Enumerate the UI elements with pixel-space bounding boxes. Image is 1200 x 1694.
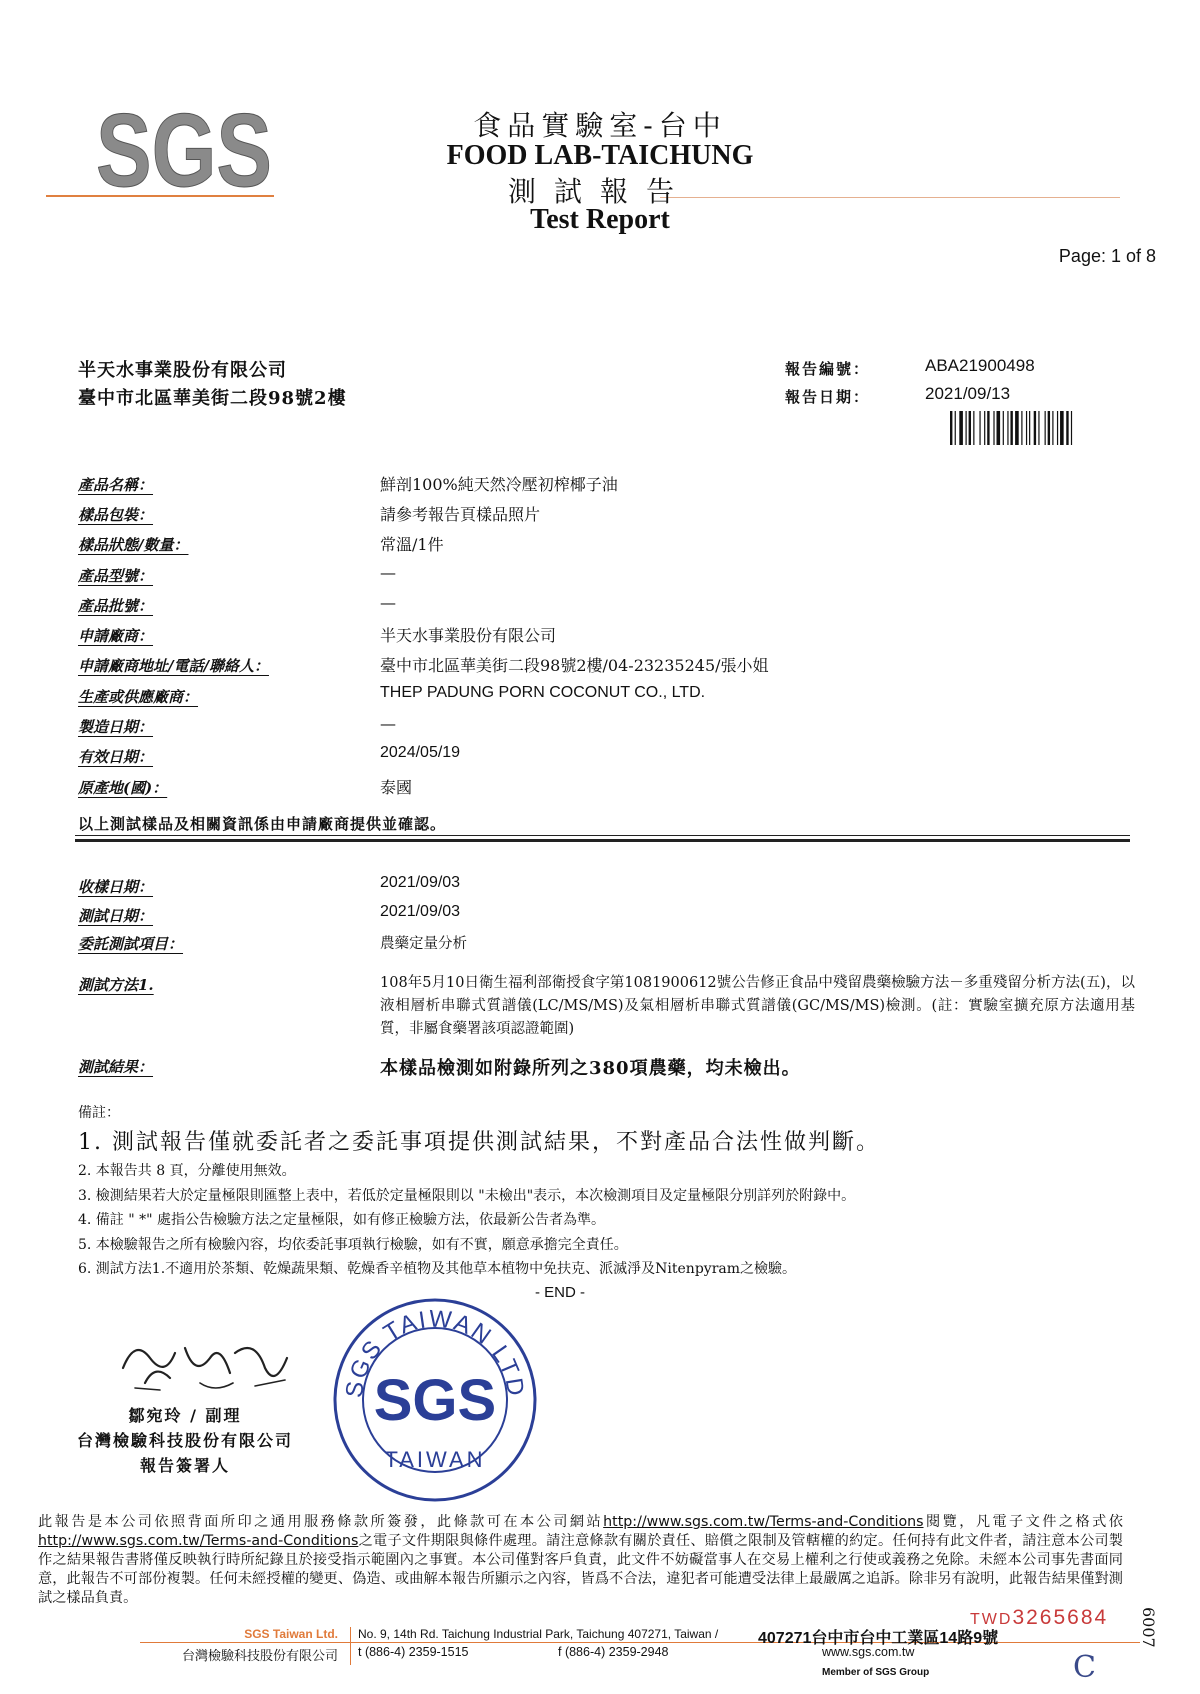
report-date: 2021/09/13 [925,384,1011,403]
lab-name-en: FOOD LAB-TAICHUNG [446,140,754,171]
disclaimer-part: 此報告是本公司依照背面所印之通用服務條款所簽發，此條款可在本公司網站 [38,1514,604,1530]
footer-mark: C [1073,1650,1096,1685]
section-divider-thin [75,835,1130,836]
report-title-cn: 測試報告 [507,175,692,208]
test-method-label: 測試方法1. [78,976,154,994]
test-items: 農藥定量分析 [380,936,467,952]
remark-item: 2. 本報告共 8 頁，分離使用無效。 [78,1163,296,1179]
report-title-en: Test Report [530,204,670,235]
barcode-bar [973,411,974,445]
barcode-bar [1010,411,1012,445]
field-value-manufacture-date: — [380,714,396,733]
remark-item: 5. 本檢驗報告之所有檢驗內容，均依委託事項執行檢驗，如有不實，願意承擔完全責任。 [78,1237,628,1253]
barcode-bar [966,411,967,445]
client-name: 半天水事業股份有限公司 [78,360,287,381]
footer-address-en: No. 9, 14th Rd. Taichung Industrial Park, Taichung 407271, Taiwan / [358,1627,719,1641]
remark-item: 6. 測試方法1.不適用於茶類、乾燥蔬果類、乾燥香辛植物及其他草本植物中免扶克、派滅淨及Nitenpyram之檢驗。 [78,1261,797,1277]
test-method-text: 108年5月10日衛生福利部衛授食字第1081900612號公告修正食品中殘留農藥檢驗方法－多重殘留分析方法(五)，以液相層析串聯式質譜儀(LC/MS/MS)及氣相層析串聯式質譜儀(GC/MS/MS)檢測。(註：實驗室擴充原方法適用基質，非屬食藥署該項認證範圍) [380,975,1135,1037]
field-label-applicant-contact: 申請廠商地址/電話/聯絡人： [78,657,269,675]
disclaimer-text [38,1513,1123,1608]
field-value-applicant-contact: 臺中市北區華美街二段98號2樓/04-23235245/張小姐 [380,656,769,675]
footer-website[interactable]: www.sgs.com.tw [822,1645,915,1659]
barcode-bar [1007,411,1008,445]
footer-company-cn: 台灣檢驗科技股份有限公司 [181,1649,338,1664]
barcode-bar [959,411,963,445]
barcode-bar [997,411,1001,445]
signatory-name-title: 鄒宛玲 / 副理 [128,1406,242,1425]
signatory-company: 台灣檢驗科技股份有限公司 [76,1431,293,1450]
confirm-note: 以上測試樣品及相關資訊係由申請廠商提供並確認。 [78,815,447,833]
page-number: Page: 1 of 8 [1058,246,1156,266]
barcode-bar [984,411,985,445]
form-serial: 3265684 [1012,1606,1109,1629]
test-result-label: 測試結果： [78,1058,154,1076]
footer-fax: f (886-4) 2359-2948 [558,1645,669,1659]
field-value-origin: 泰國 [380,778,413,797]
barcode-bar [1045,411,1046,445]
header-rule-left [46,195,274,197]
remark-item: 1. 測試報告僅就委託者之委託事項提供測試結果，不對產品合法性做判斷。 [78,1130,880,1155]
field-value-product-name: 鮮剖100%純天然冷壓初榨椰子油 [380,475,618,494]
field-value-model: — [380,563,396,582]
lab-name-cn: 食品實驗室-台中 [473,109,727,142]
barcode-bar [1038,411,1039,445]
test-result: 本樣品檢測如附錄所列之380項農藥，均未檢出。 [380,1058,801,1079]
field-label-origin: 原產地(國)： [78,779,168,797]
barcode-bar [955,411,956,445]
field-value-manufacturer: THEP PADUNG PORN COCONUT CO., LTD. [380,684,706,701]
form-prefix: TWD [970,1611,1013,1628]
field-label-model: 產品型號： [78,567,154,585]
client-address: 臺中市北區華美街二段98號2樓 [78,388,347,409]
report-barcode [950,411,1120,445]
field-value-sample-state: 常溫/1件 [380,535,444,554]
field-label-applicant: 申請廠商： [78,627,154,645]
report-date-label: 報告日期： [785,388,871,406]
barcode-bar [1071,411,1072,445]
field-label-batch: 產品批號： [78,597,154,615]
field-label-product-name: 產品名稱： [78,476,154,494]
field-label-expiry-date: 有效日期： [78,748,154,766]
barcode-bar [1029,411,1030,445]
terms-link[interactable]: http://www.sgs.com.tw/Terms-and-Conditions [603,1514,924,1530]
barcode-bar [1021,411,1022,445]
stamp-top-text: SGS TAIWAN LTD [340,1305,530,1400]
barcode-bar [993,411,994,445]
barcode-bar [1048,411,1050,445]
test-date-label: 測試日期： [78,907,154,925]
sgs-logo [95,93,273,209]
field-label-sample-state: 樣品狀態/數量： [78,536,189,554]
end-marker: - END - [535,1284,585,1301]
disclaimer-part: 閱覽，凡電子文件之格式依 [923,1514,1123,1530]
stamp-center-text: SGS [373,1368,497,1433]
terms-link[interactable]: http://www.sgs.com.tw/Terms-and-Conditions [38,1533,359,1549]
remark-item: 4. 備註 " *" 處指公告檢驗方法之定量極限，如有修正檢驗方法，依最新公告者為準。 [78,1212,606,1228]
section-divider-thick [75,839,1130,842]
field-label-manufacturer: 生產或供應廠商： [78,688,199,706]
stamp-bottom-text: TAIWAN [384,1447,486,1472]
test-date: 2021/09/03 [380,903,461,920]
barcode-bar [1003,411,1004,445]
received-date-label: 收樣日期： [78,878,154,896]
footer-member-note: Member of SGS Group [822,1667,930,1678]
field-label-sample-packaging: 樣品包裝： [78,506,154,524]
field-label-manufacture-date: 製造日期： [78,718,154,736]
remarks-title: 備註： [78,1105,120,1121]
received-date: 2021/09/03 [380,874,461,891]
field-value-batch: — [380,593,396,612]
barcode-bar [1026,411,1027,445]
barcode-bar [1060,411,1064,445]
form-code: 6007 [1139,1607,1158,1648]
sgs-taiwan-stamp [330,1295,540,1505]
disclaimer-part: 之電子文件期限與條件處理。請注意條款有關於責任、賠償之限制及管轄權的約定。任何持有此文件者，請注意本公司製作之結果報告書將僅反映執行時所紀錄且於接受指示範圍內之事實。本公司僅對客戶負責，此文件不妨礙當事人在交易上權利之行使或義務之免除。未經本公司事先書面同意，此報告不可部份複製。任何未經授權的變更、偽造、或曲解本報告所顯示之內容，皆爲不合法，違犯者可能遭受法律上最嚴厲之追訴。除非另有說明，此報告結果僅對測試之樣品負責。 [38,1533,1123,1606]
field-value-applicant: 半天水事業股份有限公司 [380,626,557,645]
remark-item: 3. 檢測結果若大於定量極限則匯整上表中，若低於定量極限則以 "未檢出"表示，本次檢測項目及定量極限分別詳列於附錄中。 [78,1188,856,1204]
field-value-expiry-date: 2024/05/19 [380,744,461,761]
barcode-bar [1015,411,1019,445]
signatory-role: 報告簽署人 [139,1456,230,1475]
barcode-bar [969,411,971,445]
barcode-bar [1066,411,1068,445]
handwritten-signature [115,1328,295,1398]
svg-text:SGS: SGS [96,93,272,209]
test-items-label: 委託測試項目： [78,935,184,953]
barcode-bar [987,411,989,445]
report-number-label: 報告編號： [785,360,871,378]
footer-phone: t (886-4) 2359-1515 [358,1645,469,1659]
field-value-sample-packaging: 請參考報告頁樣品照片 [380,505,541,524]
footer-separator [350,1627,351,1665]
barcode-bar [1052,411,1053,445]
barcode-bar [979,411,980,445]
report-number: ABA21900498 [925,356,1035,375]
barcode-bar [1057,411,1058,445]
footer-address-cn: 407271台中市台中工業區14路9號 [758,1630,999,1647]
footer-company-en: SGS Taiwan Ltd. [244,1627,338,1641]
barcode-bar [1034,411,1036,445]
barcode-bar [950,411,952,445]
